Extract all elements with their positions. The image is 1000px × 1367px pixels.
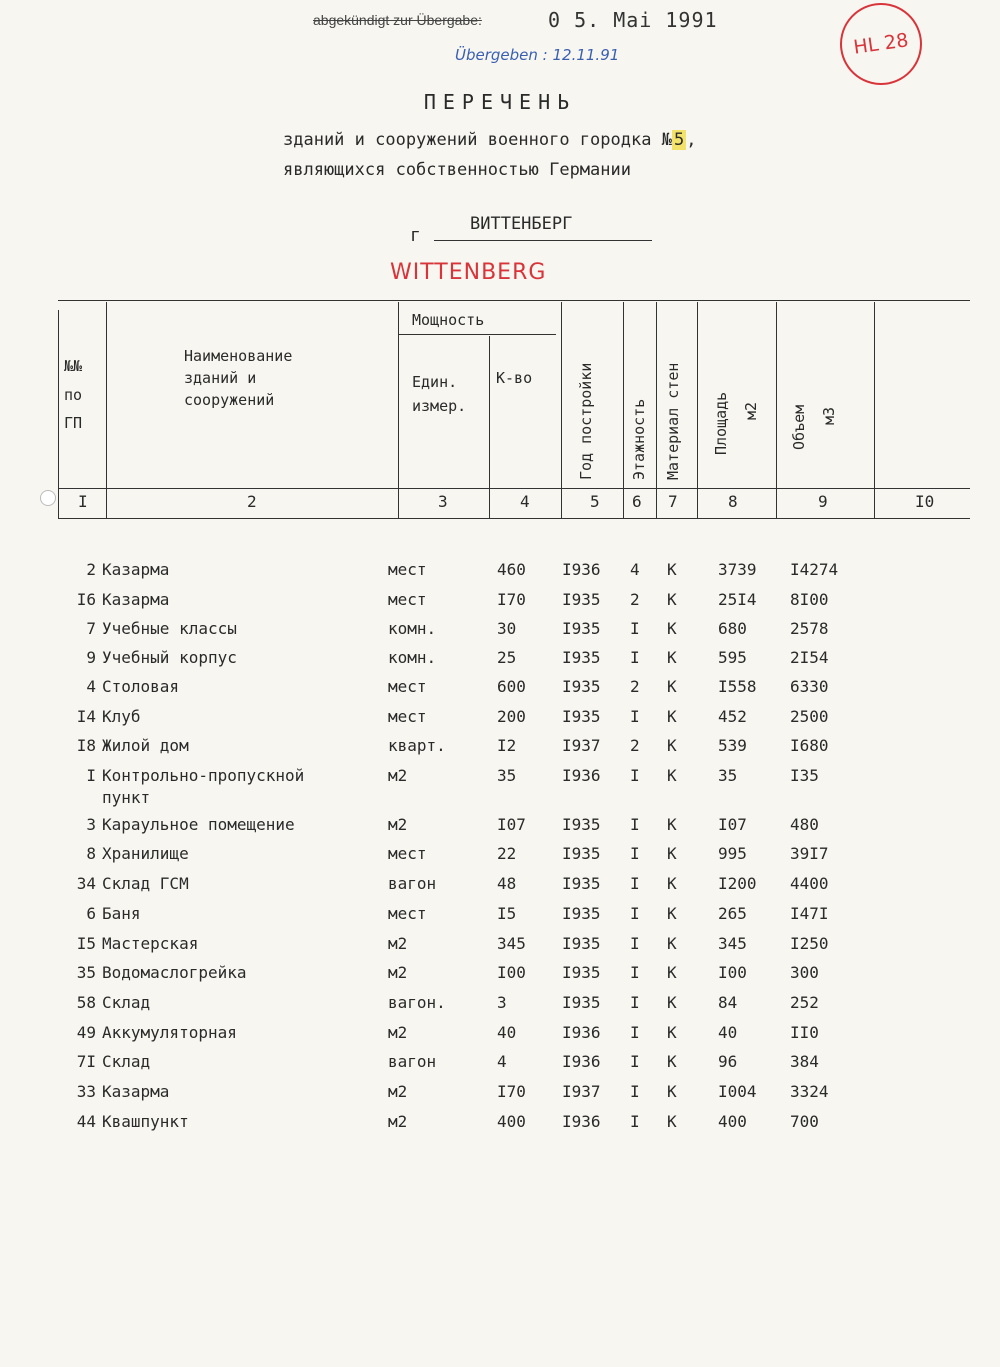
cell-unit: комн.	[388, 619, 437, 638]
cell-name: Склад	[102, 993, 151, 1012]
cell-vol: I47I	[790, 904, 829, 923]
header-name-line: зданий и	[184, 368, 257, 387]
cell-mat: К	[667, 1023, 677, 1042]
cell-name: Клуб	[102, 707, 141, 726]
cell-mat: К	[667, 993, 677, 1012]
cell-mat: К	[667, 619, 677, 638]
cell-no: I4	[76, 707, 96, 726]
cell-name: Мастерская	[102, 934, 199, 953]
cell-name: Учебный корпус	[102, 648, 237, 667]
cell-area: 345	[718, 934, 747, 953]
cell-no: 7I	[76, 1052, 96, 1071]
cell-mat: К	[667, 844, 677, 863]
cell-floors: I	[630, 1112, 640, 1131]
table-row	[0, 1112, 1000, 1140]
cell-qty: 200	[497, 707, 526, 726]
cell-mat: К	[667, 677, 677, 696]
cell-no: I8	[76, 736, 96, 755]
cell-qty: 40	[497, 1023, 517, 1042]
colnum: I0	[915, 492, 935, 511]
cell-floors: 4	[630, 560, 640, 579]
cell-mat: К	[667, 590, 677, 609]
col-border	[489, 336, 490, 518]
cell-floors: I	[630, 648, 640, 667]
header-no-line: по	[64, 385, 83, 404]
cell-no: I	[86, 766, 96, 785]
cell-unit: м2	[388, 815, 408, 834]
cell-area: 995	[718, 844, 747, 863]
cell-floors: I	[630, 844, 640, 863]
colnum: I	[78, 492, 88, 511]
handwritten-note: Übergeben : 12.11.91	[455, 46, 620, 64]
cell-qty: 3	[497, 993, 507, 1012]
cell-floors: I	[630, 815, 640, 834]
cell-floors: I	[630, 1082, 640, 1101]
cell-year: I936	[562, 1052, 601, 1071]
cell-area: 400	[718, 1112, 747, 1131]
cell-unit: м2	[388, 1112, 408, 1131]
colnum: 9	[818, 492, 828, 511]
cell-qty: 460	[497, 560, 526, 579]
cell-vol: I680	[790, 736, 829, 755]
cell-name-continued: пункт	[102, 788, 151, 807]
cell-unit: вагон	[388, 874, 437, 893]
cell-year: I936	[562, 560, 601, 579]
cell-no: 8	[86, 844, 96, 863]
cell-no: 44	[76, 1112, 96, 1131]
header-unit-line: Един.	[412, 373, 458, 391]
cell-floors: I	[630, 1023, 640, 1042]
cell-no: I6	[76, 590, 96, 609]
cell-no: 49	[76, 1023, 96, 1042]
header-floors: Этажность	[630, 398, 648, 480]
cell-area: I00	[718, 963, 747, 982]
cell-floors: I	[630, 874, 640, 893]
cell-name: Казарма	[102, 560, 170, 579]
cell-area: 25I4	[718, 590, 757, 609]
cell-no: 4	[86, 677, 96, 696]
cell-mat: К	[667, 1082, 677, 1101]
table-row	[0, 648, 1000, 676]
subtitle-line-1	[283, 130, 696, 150]
cell-vol: 384	[790, 1052, 819, 1071]
cell-area: 595	[718, 648, 747, 667]
cell-no: 34	[76, 874, 96, 893]
capacity-divider	[398, 334, 556, 335]
cell-no: 9	[86, 648, 96, 667]
cell-name: Аккумуляторная	[102, 1023, 237, 1042]
header-no-line: №№	[64, 357, 83, 375]
table-row	[0, 677, 1000, 705]
table-row	[0, 963, 1000, 991]
col-border	[697, 302, 698, 518]
punch-hole	[40, 490, 56, 506]
cell-year: I935	[562, 844, 601, 863]
cell-year: I935	[562, 590, 601, 609]
cell-vol: I4274	[790, 560, 839, 579]
cell-floors: I	[630, 707, 640, 726]
cell-area: I07	[718, 815, 747, 834]
cell-no: 2	[86, 560, 96, 579]
cell-area: 84	[718, 993, 738, 1012]
cell-floors: I	[630, 904, 640, 923]
header-area-unit: м2	[742, 401, 760, 420]
cell-year: I937	[562, 1082, 601, 1101]
cell-area: I558	[718, 677, 757, 696]
cell-area: 35	[718, 766, 738, 785]
cell-vol: 4400	[790, 874, 829, 893]
cell-unit: мест	[388, 560, 427, 579]
colnum: 7	[668, 492, 678, 511]
cell-name: Баня	[102, 904, 141, 923]
cell-mat: К	[667, 736, 677, 755]
cell-name: Склад	[102, 1052, 151, 1071]
cell-vol: 8I00	[790, 590, 829, 609]
cell-year: I935	[562, 963, 601, 982]
cell-year: I935	[562, 993, 601, 1012]
table-top-border	[58, 300, 970, 301]
cell-mat: К	[667, 874, 677, 893]
cell-year: I935	[562, 619, 601, 638]
header-name-line: Наименование	[184, 347, 293, 365]
header-area-line: Площадь	[712, 391, 730, 455]
cell-floors: I	[630, 1052, 640, 1071]
cell-area: 680	[718, 619, 747, 638]
cell-floors: I	[630, 934, 640, 953]
cell-unit: мест	[388, 590, 427, 609]
cell-year: I935	[562, 904, 601, 923]
cell-area: I004	[718, 1082, 757, 1101]
cell-unit: м2	[388, 766, 408, 785]
handover-date: 0 5. Mai 1991	[548, 8, 718, 32]
table-row	[0, 874, 1000, 902]
header-unit-line: измер.	[412, 397, 467, 415]
cell-unit: комн.	[388, 648, 437, 667]
colnum: 8	[728, 492, 738, 511]
cell-unit: мест	[388, 677, 427, 696]
cell-mat: К	[667, 707, 677, 726]
cell-vol: 252	[790, 993, 819, 1012]
cell-vol: I35	[790, 766, 819, 785]
col-border	[561, 302, 562, 518]
cell-year: I935	[562, 934, 601, 953]
table-row	[0, 707, 1000, 735]
cell-qty: I00	[497, 963, 526, 982]
cell-unit: м2	[388, 934, 408, 953]
cell-name: Склад ГСМ	[102, 874, 189, 893]
cell-unit: вагон.	[388, 993, 446, 1012]
cell-unit: м2	[388, 1023, 408, 1042]
colnum: 3	[438, 492, 448, 511]
cell-vol: 3324	[790, 1082, 829, 1101]
cell-qty: 345	[497, 934, 526, 953]
cell-name: Квашпункт	[102, 1112, 189, 1131]
table-row	[0, 560, 1000, 588]
cell-year: I935	[562, 677, 601, 696]
archive-code: HL 28	[852, 29, 910, 59]
cell-area: 539	[718, 736, 747, 755]
col-border	[623, 302, 624, 518]
header-volume: Объем	[790, 404, 808, 450]
cell-mat: К	[667, 766, 677, 785]
header-volume-unit: м3	[820, 406, 838, 425]
cell-vol: 480	[790, 815, 819, 834]
cell-mat: К	[667, 648, 677, 667]
header-no	[64, 352, 82, 438]
cell-name: Караульное помещение	[102, 815, 295, 834]
col-border	[776, 302, 777, 518]
cell-qty: 4	[497, 1052, 507, 1071]
cell-name: Столовая	[102, 677, 180, 696]
cell-no: 6	[86, 904, 96, 923]
table-row	[0, 844, 1000, 872]
city-prefix: г	[410, 225, 421, 246]
header-capacity: Мощность	[412, 311, 485, 329]
cell-year: I937	[562, 736, 601, 755]
cell-year: I936	[562, 766, 601, 785]
cell-area: 96	[718, 1052, 738, 1071]
cell-unit: м2	[388, 963, 408, 982]
colnum: 6	[632, 492, 642, 511]
cell-name: Водомаслогрейка	[102, 963, 247, 982]
table-row	[0, 590, 1000, 618]
cell-unit: вагон	[388, 1052, 437, 1071]
cell-year: I935	[562, 815, 601, 834]
cell-unit: кварт.	[388, 736, 446, 755]
cell-mat: К	[667, 963, 677, 982]
header-material: Материал стен	[664, 362, 682, 480]
table-row	[0, 619, 1000, 647]
cell-vol: II0	[790, 1023, 819, 1042]
cell-floors: I	[630, 766, 640, 785]
cell-mat: К	[667, 904, 677, 923]
header-name	[184, 346, 292, 411]
cell-qty: 400	[497, 1112, 526, 1131]
table-row	[0, 736, 1000, 764]
cell-qty: 48	[497, 874, 517, 893]
header-unit	[412, 370, 466, 418]
cell-mat: К	[667, 1052, 677, 1071]
cell-mat: К	[667, 815, 677, 834]
cell-qty: I70	[497, 590, 526, 609]
cell-year: I935	[562, 648, 601, 667]
cell-qty: 25	[497, 648, 517, 667]
cell-unit: мест	[388, 707, 427, 726]
cell-floors: I	[630, 619, 640, 638]
cell-vol: 2I54	[790, 648, 829, 667]
cell-mat: К	[667, 1112, 677, 1131]
cell-unit: м2	[388, 1082, 408, 1101]
cell-area: 3739	[718, 560, 757, 579]
cell-qty: I70	[497, 1082, 526, 1101]
subtitle-prefix: зданий и сооружений военного городка №	[283, 130, 672, 150]
cell-name: Жилой дом	[102, 736, 189, 755]
cell-qty: 30	[497, 619, 517, 638]
cell-no: 7	[86, 619, 96, 638]
header-year: Год постройки	[577, 362, 595, 480]
cell-vol: 300	[790, 963, 819, 982]
cell-floors: I	[630, 963, 640, 982]
cell-vol: 39I7	[790, 844, 829, 863]
cell-vol: 6330	[790, 677, 829, 696]
subtitle-suffix: ,	[686, 130, 697, 150]
table-row	[0, 815, 1000, 843]
cell-name: Хранилище	[102, 844, 189, 863]
cell-area: 40	[718, 1023, 738, 1042]
header-no-line: ГП	[64, 414, 83, 432]
cell-no: 3	[86, 815, 96, 834]
col-border	[656, 302, 657, 518]
cell-no: I5	[76, 934, 96, 953]
cell-no: 35	[76, 963, 96, 982]
cell-vol: I250	[790, 934, 829, 953]
table-row	[0, 1082, 1000, 1110]
cell-mat: К	[667, 934, 677, 953]
city-handwritten: WITTENBERG	[390, 260, 547, 285]
colnum: 5	[590, 492, 600, 511]
cell-unit: мест	[388, 844, 427, 863]
cell-vol: 700	[790, 1112, 819, 1131]
col-border	[106, 302, 107, 518]
header-name-line: сооружений	[184, 390, 275, 409]
town-number: 5	[673, 130, 685, 150]
cell-floors: 2	[630, 736, 640, 755]
colnum-bottom-border	[58, 518, 970, 519]
colnum: 2	[247, 492, 257, 511]
cell-name: Казарма	[102, 1082, 170, 1101]
cell-vol: 2500	[790, 707, 829, 726]
col-border	[874, 302, 875, 518]
cell-area: 265	[718, 904, 747, 923]
table-row	[0, 993, 1000, 1021]
cell-qty: I2	[497, 736, 517, 755]
cell-qty: I07	[497, 815, 526, 834]
handover-stamp	[313, 12, 482, 28]
cell-qty: 22	[497, 844, 517, 863]
table-row	[0, 904, 1000, 932]
header-area	[712, 392, 732, 455]
colnum: 4	[520, 492, 530, 511]
document-title: ПЕРЕЧЕНЬ	[423, 90, 577, 114]
table-row	[0, 1052, 1000, 1080]
cell-floors: 2	[630, 677, 640, 696]
col-border	[398, 302, 399, 518]
city-typed: ВИТТЕНБЕРГ	[470, 214, 573, 234]
table-row	[0, 766, 1000, 807]
cell-floors: 2	[630, 590, 640, 609]
cell-year: I936	[562, 1023, 601, 1042]
cell-qty: I5	[497, 904, 517, 923]
cell-area: 452	[718, 707, 747, 726]
cell-area: I200	[718, 874, 757, 893]
cell-name: Контрольно-пропускной	[102, 766, 305, 785]
cell-no: 33	[76, 1082, 96, 1101]
cell-qty: 35	[497, 766, 517, 785]
col-border	[58, 310, 59, 518]
subtitle-line-2: являющихся собственностью Германии	[283, 160, 631, 180]
cell-vol: 2578	[790, 619, 829, 638]
table-row	[0, 934, 1000, 962]
cell-no: 58	[76, 993, 96, 1012]
header-qty: К-во	[496, 369, 533, 387]
cell-year: I936	[562, 1112, 601, 1131]
cell-name: Казарма	[102, 590, 170, 609]
archive-code-stamp	[835, 0, 928, 90]
table-row	[0, 1023, 1000, 1051]
cell-floors: I	[630, 993, 640, 1012]
cell-name: Учебные классы	[102, 619, 237, 638]
header-bottom-border	[58, 488, 970, 489]
cell-mat: К	[667, 560, 677, 579]
cell-qty: 600	[497, 677, 526, 696]
city-underline	[434, 240, 652, 241]
cell-unit: мест	[388, 904, 427, 923]
handover-note: abgekündigt zur Übergabe:	[313, 12, 482, 28]
cell-year: I935	[562, 707, 601, 726]
cell-year: I935	[562, 874, 601, 893]
